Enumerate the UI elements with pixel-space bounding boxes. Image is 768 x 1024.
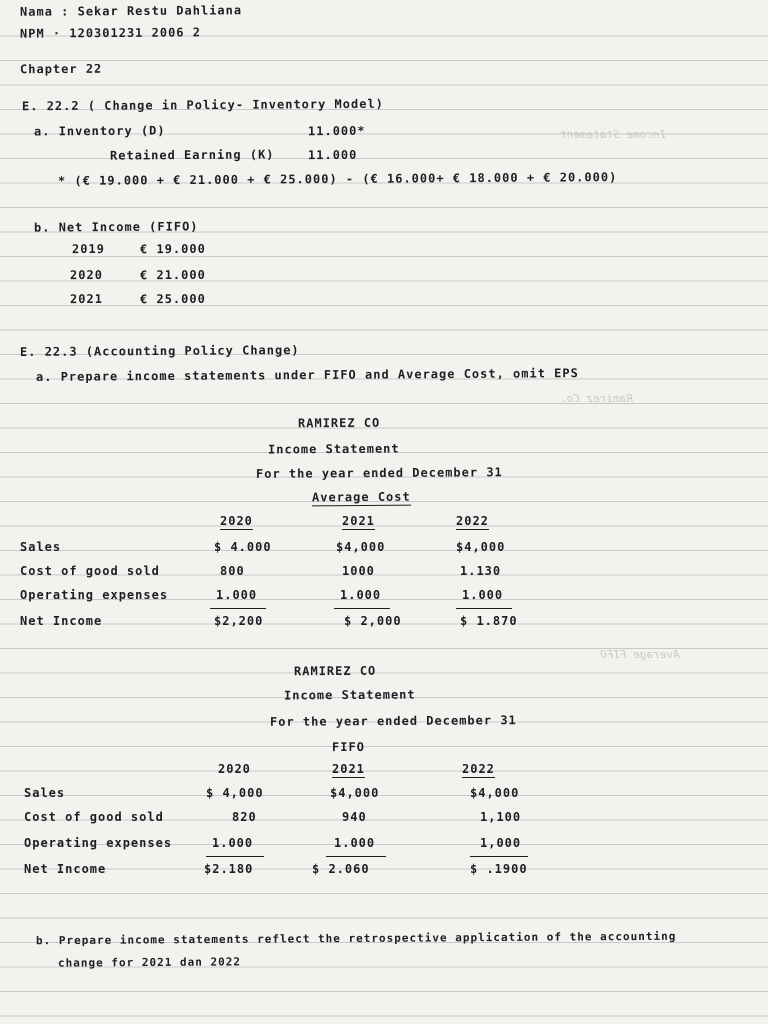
- student-id: NPM · 120301231 2006 2: [19, 25, 201, 41]
- chapter-title: Chapter 22: [19, 61, 103, 77]
- year-header: 2020: [220, 514, 253, 528]
- year-header: 2022: [462, 762, 495, 776]
- row-label: Operating expenses: [20, 588, 169, 602]
- part-a-value: 11.000*: [307, 123, 366, 139]
- net-income-year: 2021: [69, 291, 103, 307]
- cell-2020: $ 4,000: [206, 786, 264, 800]
- net-income-year: 2019: [71, 241, 105, 257]
- net-income-amount: € 21.000: [139, 267, 206, 283]
- cell-2020: 1.000: [212, 836, 254, 850]
- cell-2022: 1.130: [460, 564, 502, 578]
- statement-title: Income Statement: [267, 441, 400, 457]
- year-header: 2021: [332, 762, 365, 776]
- company-name: RAMIREZ CO: [293, 663, 377, 679]
- retained-earnings-value: 11.000: [307, 147, 358, 163]
- part-a-label: a. Inventory (D): [33, 123, 166, 139]
- cell-2020: $2.180: [204, 862, 254, 876]
- year-header: 2021: [342, 514, 375, 528]
- cell-2022: $ 1.870: [460, 614, 518, 628]
- total-rule: [326, 856, 386, 857]
- part-b-instruction-cont: change for 2021 dan 2022: [57, 955, 241, 970]
- cell-2021: 1.000: [340, 588, 382, 602]
- net-income-amount: € 19.000: [139, 241, 206, 257]
- cell-2021: $4,000: [336, 540, 386, 554]
- statement-period: For the year ended December 31: [255, 465, 503, 481]
- table-row: [0, 862, 768, 882]
- table-row: [0, 786, 768, 806]
- calculation-line: * (€ 19.000 + € 21.000 + € 25.000) - (€ 16.000+ € 18.000 + € 20.000): [57, 170, 618, 188]
- statement-title: Income Statement: [283, 687, 416, 703]
- cell-2020: $ 4.000: [214, 540, 272, 554]
- cell-2022: $4,000: [470, 786, 520, 800]
- cell-2021: $ 2.060: [312, 862, 370, 876]
- cell-2020: 800: [220, 564, 245, 578]
- table-row: [0, 540, 768, 560]
- net-income-year: 2020: [69, 267, 103, 283]
- cell-2020: 1.000: [216, 588, 258, 602]
- column-headers: [0, 762, 768, 782]
- part-b-instruction: b. Prepare income statements reflect the retrospective application of the accounting: [35, 929, 677, 948]
- year-header: 2020: [218, 762, 251, 776]
- total-rule: [456, 608, 512, 609]
- total-rule: [210, 608, 266, 609]
- part-a-instruction: a. Prepare income statements under FIFO and Average Cost, omit EPS: [35, 366, 579, 384]
- cell-2022: 1,100: [480, 810, 522, 824]
- student-name: Nama : Sekar Restu Dahliana: [19, 3, 243, 19]
- table-row: [0, 588, 768, 608]
- retained-earnings-label: Retained Earning (K): [109, 147, 275, 163]
- row-label: Net Income: [24, 862, 107, 876]
- cell-2022: 1.000: [462, 588, 504, 602]
- exercise-e22-3-title: E. 22.3 (Accounting Policy Change): [19, 343, 300, 359]
- cell-2021: 940: [342, 810, 367, 824]
- bleed-through-text: Income Statement: [560, 128, 666, 141]
- row-label: Sales: [20, 540, 62, 554]
- statement-method: FIFO: [331, 739, 365, 755]
- bleed-through-text: Ramirez Co.: [560, 392, 633, 405]
- table-row: [0, 564, 768, 584]
- column-headers: [0, 514, 768, 534]
- row-label: Cost of good sold: [20, 564, 160, 578]
- row-label: Net Income: [20, 614, 103, 628]
- total-rule: [334, 608, 390, 609]
- cell-2022: 1,000: [480, 836, 522, 850]
- cell-2022: $ .1900: [470, 862, 528, 876]
- row-label: Cost of good sold: [24, 810, 164, 824]
- table-row: [0, 614, 768, 634]
- table-row: [0, 810, 768, 830]
- total-rule: [206, 856, 264, 857]
- net-income-amount: € 25.000: [139, 291, 206, 307]
- company-name: RAMIREZ CO: [297, 415, 381, 431]
- cell-2021: $ 2,000: [344, 614, 402, 628]
- row-label: Sales: [24, 786, 66, 800]
- cell-2021: $4,000: [330, 786, 380, 800]
- row-label: Operating expenses: [24, 836, 173, 850]
- year-header: 2022: [456, 514, 489, 528]
- part-b-label: b. Net Income (FIFO): [33, 219, 199, 235]
- table-row: [0, 836, 768, 856]
- total-rule: [470, 856, 528, 857]
- exercise-e22-2-title: E. 22.2 ( Change in Policy- Inventory Model): [21, 96, 384, 114]
- cell-2020: 820: [232, 810, 257, 824]
- cell-2020: $2,200: [214, 614, 264, 628]
- statement-period: For the year ended December 31: [269, 713, 517, 729]
- statement-method: Average Cost: [311, 489, 411, 505]
- cell-2022: $4,000: [456, 540, 506, 554]
- bleed-through-text: Average FIFO: [600, 648, 680, 661]
- cell-2021: 1000: [342, 564, 375, 578]
- cell-2021: 1.000: [334, 836, 376, 850]
